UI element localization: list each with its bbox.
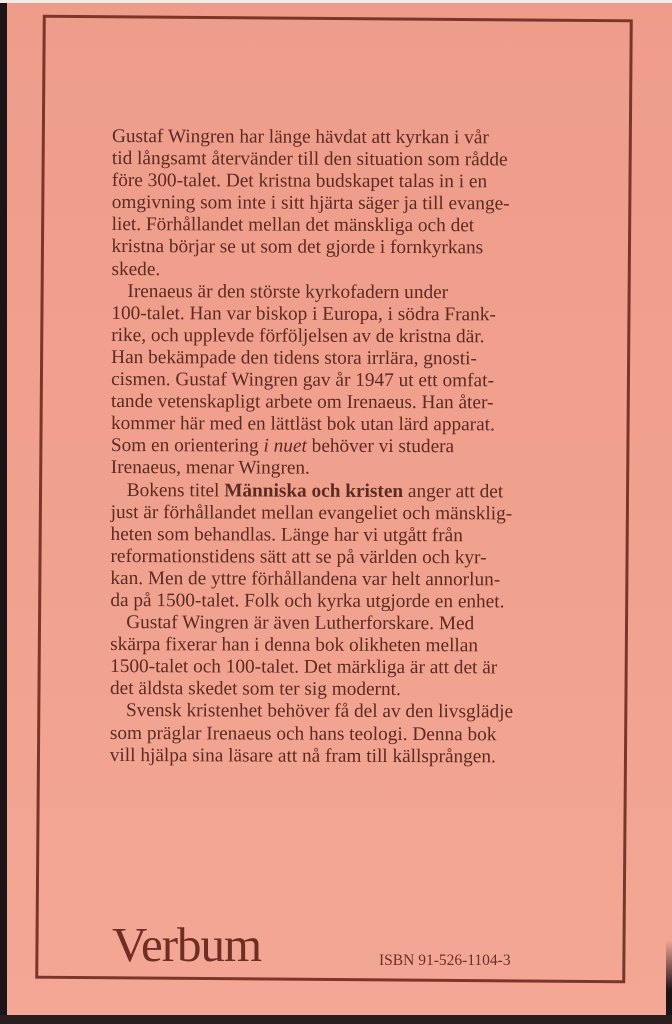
text-line: cismen. Gustaf Wingren gav år 1947 ut ett omfat-	[111, 369, 494, 392]
text-line: skärpa fixerar han i denna bok olikheten mellan	[110, 634, 479, 657]
text-line: omgivning som inte i sitt hjärta säger ja till evange-	[111, 192, 510, 215]
text-line: tid långsamt återvänder till den situation som rådde	[111, 148, 508, 171]
text-run: Som en orientering	[110, 435, 264, 457]
page-edge-shadow-left	[0, 0, 7, 1024]
blurb-paragraph-4	[110, 612, 570, 702]
text-line: Irenaeus, menar Wingren.	[110, 457, 310, 480]
text-line	[111, 435, 571, 459]
text-line: Irenaeus är den störste kyrkofadern under	[127, 280, 449, 303]
text-line: före 300-talet. Det kristna budskapet talas in i en	[111, 170, 488, 193]
text-line: kristna börjar se ut som det gjorde i fornkyrkans	[111, 236, 484, 259]
page-edge-shadow-right	[666, 940, 672, 1024]
text-line: det äldsta skedet som ter sig modernt.	[109, 678, 401, 701]
text-line: Han bekämpade den tidens stora irrlära, gnosti-	[111, 346, 477, 370]
text-line: Svensk kristenhet behöver få del av den livsglädje	[125, 700, 514, 723]
isbn-number: ISBN 91-526-1104-3	[379, 952, 511, 969]
text-line: da på 1500-talet. Folk och kyrka utgjorde en enhet.	[110, 589, 505, 613]
text-line: just är förhållandet mellan evangeliet och mänsklig-	[110, 501, 513, 524]
text-line: Gustaf Wingren har länge hävdat att kyrkan i vår	[111, 126, 489, 149]
page-edge-bottom	[0, 1015, 672, 1024]
text-line: vill hjälpa sina läsare att nå fram till källsprången.	[109, 744, 496, 767]
text-line: 1500-talet och 100-talet. Det märkliga är att det är	[110, 656, 498, 679]
text-line: som präglar Irenaeus och hans teologi. Denna bok	[109, 722, 497, 745]
text-run: Bokens titel	[126, 479, 225, 501]
text-run: anger att det	[403, 480, 504, 502]
blurb-paragraph-5	[110, 700, 570, 768]
blurb-text	[110, 126, 572, 768]
text-line: kommer här med en lättläst bok utan lärd apparat.	[110, 413, 495, 436]
text-line: heten som behandlas. Länge har vi utgått från	[110, 523, 463, 546]
page-edge-top	[0, 0, 672, 3]
text-line: 100-talet. Han var biskop i Europa, i södra Frank-	[111, 302, 496, 326]
text-line: tande vetenskapligt arbete om Irenaeus. Han åter-	[111, 391, 494, 414]
text-line: rike, och upplevde förföljelsen av de kristna där.	[111, 324, 485, 348]
text-line	[111, 479, 571, 503]
blurb-paragraph-1	[111, 126, 572, 282]
book-title: Människa och kristen	[224, 479, 404, 502]
text-line: kan. Men de yttre förhållandena var helt annorlun-	[110, 567, 501, 591]
blurb-paragraph-2	[111, 281, 572, 481]
publisher-logo: Verbum	[112, 917, 262, 972]
text-run: behöver vi studera	[306, 435, 455, 458]
text-line: skede.	[111, 258, 161, 280]
text-line: liet. Förhållandet mellan det mänskliga och det	[111, 214, 475, 237]
text-line: Gustaf Wingren är även Lutherforskare. Med	[126, 612, 475, 635]
text-line: reformationstidens sätt att se på världen och kyr-	[110, 545, 487, 569]
blurb-paragraph-3	[110, 479, 570, 613]
italic-phrase: i nuet	[263, 435, 307, 457]
